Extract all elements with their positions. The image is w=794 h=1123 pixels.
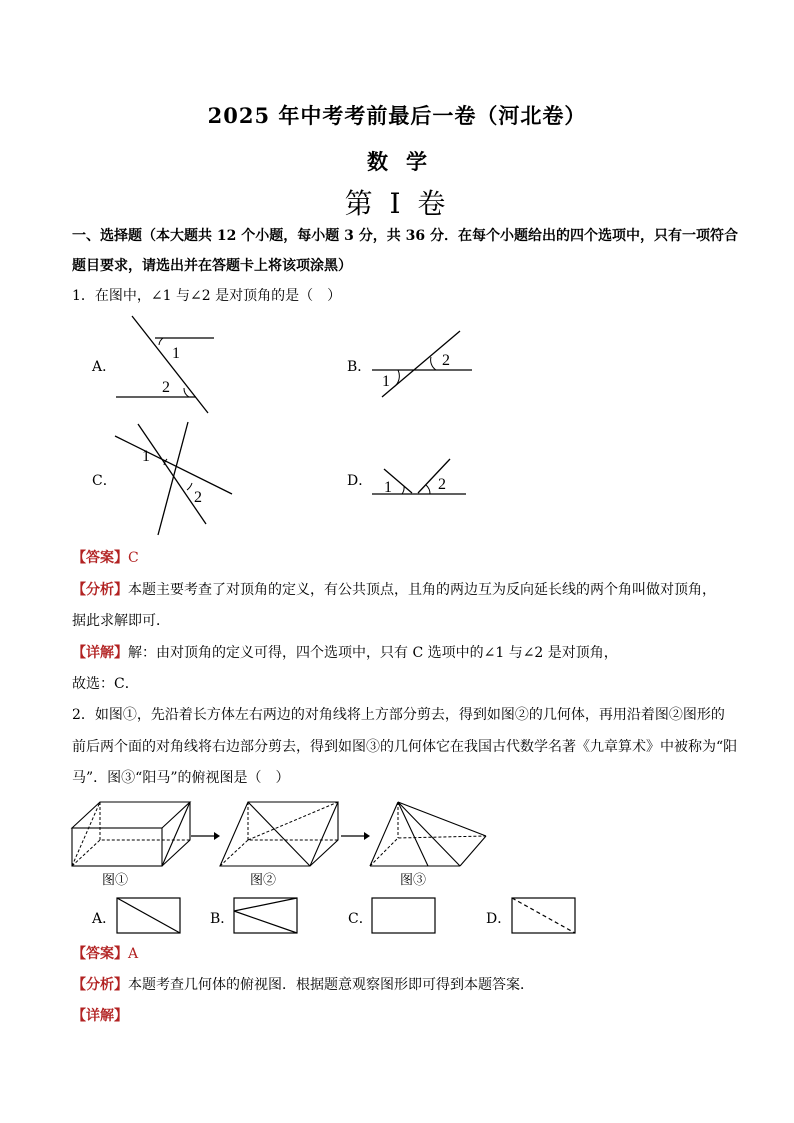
q1-stem: 1．在图中，∠1 与∠2 是对顶角的是（ ）: [72, 288, 342, 304]
q2-option-c-label: C．: [348, 911, 373, 927]
q1-answer-tag: 【答案】: [72, 550, 128, 566]
q1-analysis-line2: 据此求解即可．: [72, 613, 170, 629]
q1-d-angle2-label: 2: [438, 476, 446, 493]
q1-c-angle1-label: 1: [142, 448, 150, 465]
q2-option-b-figure: [233, 897, 299, 935]
q2-option-a-label: A．: [92, 911, 117, 927]
q2-figure-3-caption: 图③: [400, 873, 427, 888]
q2-answer-tag: 【答案】: [72, 946, 128, 962]
q1-option-b-label: B．: [347, 359, 372, 375]
q2-option-d-label: D．: [486, 911, 512, 927]
q2-figure-3-yangma: [368, 800, 490, 868]
q1-figure-d: [370, 456, 470, 501]
q2-stem-line2: 前后两个面的对角线将右边部分剪去，得到如图③的几何体它在我国古代数学名著《九章算术》中被称为“阳: [72, 739, 738, 755]
q2-analysis-text: 本题考查几何体的俯视图．根据题意观察图形即可得到本题答案．: [128, 977, 534, 993]
q1-b-angle1-label: 1: [382, 373, 390, 390]
q1-b-angle2-label: 2: [442, 352, 450, 369]
q1-c-angle2-label: 2: [194, 489, 202, 506]
q2-analysis-tag: 【分析】: [72, 977, 128, 993]
q2-figure-1-cuboid: [70, 800, 192, 868]
q2-stem-line3: 马”．图③“阳马”的俯视图是（ ）: [72, 770, 290, 786]
q1-detail-text-1: 解：由对顶角的定义可得，四个选项中，只有 C 选项中的∠1 与∠2 是对顶角，: [128, 645, 618, 661]
exam-title: 2025 年中考考前最后一卷（河北卷）: [207, 103, 587, 128]
q2-option-a-figure: [116, 897, 182, 935]
subject-title: 数学: [367, 149, 445, 174]
q1-answer-line: [72, 548, 732, 568]
q2-figure-1-caption: 图①: [102, 873, 129, 888]
q1-analysis-text-1: 本题主要考查了对顶角的定义，有公共顶点，且角的两边互为反向延长线的两个角叫做对顶角，: [128, 582, 716, 598]
q2-option-b-label: B．: [210, 911, 235, 927]
q2-option-c-figure: [371, 897, 437, 935]
q2-detail-tag: 【详解】: [72, 1008, 128, 1024]
q1-answer-value: C: [128, 550, 139, 566]
q1-detail-line2: 故选：C．: [72, 676, 139, 692]
q2-option-d-figure: [511, 897, 577, 935]
q2-answer-value: A: [128, 946, 139, 962]
q1-figure-b: [370, 326, 480, 406]
q1-option-d-label: D．: [347, 473, 373, 489]
section-instructions-line2: 题目要求，请选出并在答题卡上将该项涂黑）: [72, 258, 352, 274]
q2-analysis-line: [72, 975, 732, 995]
q1-d-angle1-label: 1: [384, 479, 392, 496]
q2-arrow-1: [190, 830, 220, 842]
q2-stem-line1: 2．如图①，先沿着长方体左右两边的对角线将上方部分剪去，得到如图②的几何体，再用沿着图②图形的: [72, 707, 725, 723]
q1-option-c-label: C．: [92, 473, 117, 489]
q2-detail-line: [72, 1006, 732, 1026]
q1-analysis-line1: [72, 580, 732, 600]
q1-detail-line1: [72, 643, 732, 663]
volume-title: 第 I 卷: [344, 187, 450, 220]
q2-figure-2-prism: [218, 800, 340, 868]
q1-figure-c: [112, 420, 237, 540]
q2-answer-line: [72, 944, 732, 964]
q1-a-angle1-label: 1: [172, 345, 180, 362]
section-instructions-line1: 一、选择题（本大题共 12 个小题，每小题 3 分，共 36 分．在每个小题给出的四个选项中，只有一项符合: [72, 228, 738, 244]
q2-arrow-2: [340, 830, 370, 842]
q2-figure-2-caption: 图②: [250, 873, 277, 888]
q1-analysis-tag: 【分析】: [72, 582, 128, 598]
q1-figure-a: [110, 312, 220, 417]
q1-a-angle2-label: 2: [162, 379, 170, 396]
q1-detail-tag: 【详解】: [72, 645, 128, 661]
q1-option-a-label: A．: [92, 359, 117, 375]
